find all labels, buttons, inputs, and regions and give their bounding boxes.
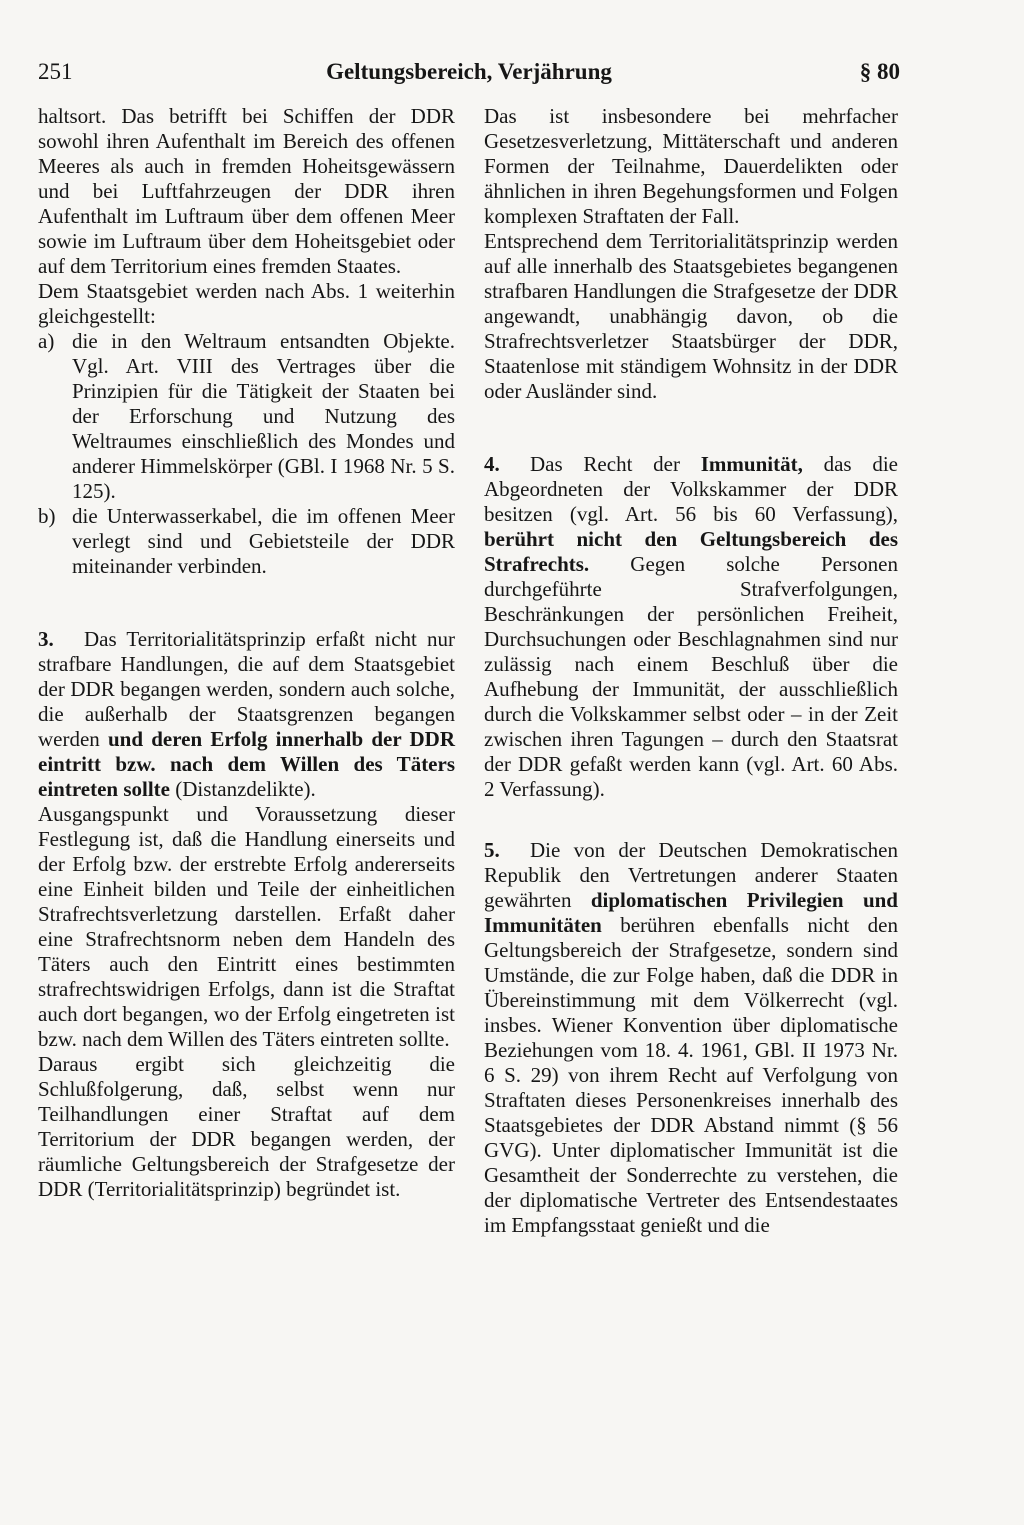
paragraph-text: Das Territorialitätsprinzip erfaßt nicht nur strafbare Handlungen, die auf dem Staatsgebiet der DDR begangen werden, sondern auch solche, die außerhalb der Staatsgrenzen begangen werden <box>38 627 455 751</box>
page-header <box>38 56 900 88</box>
paragraph: Dem Staatsgebiet werden nach Abs. 1 weiterhin gleichgestellt: <box>38 279 455 328</box>
paragraph: Entsprechend dem Territorialitätsprinzip werden auf alle innerhalb des Staatsgebietes begangenen strafbaren Handlungen die Strafgesetze der DDR angewandt, unabhängig davon, ob die Strafrechtsverletzer Staatsbürger der DDR, Staatenlose mit ständigem Wohnsitz in der DDR oder Ausländer sind. <box>484 229 898 403</box>
paragraph-text: (Distanzdelikte). <box>170 777 316 801</box>
list-item-a <box>38 329 455 504</box>
running-title: Geltungsbereich, Verjährung <box>326 59 612 84</box>
paragraph: Ausgangspunkt und Voraussetzung dieser Festlegung ist, daß die Handlung einerseits und der Erfolg bzw. der erstrebte Erfolg andererseits eine Einheit bilden und Teile der einheitlichen Strafrechtsverletzung darstellen. Erfaßt daher eine Strafrechtsnorm neben dem Handeln des Täters auch den Eintritt eines bestimmten strafrechtswidrigen Erfolgs, dann ist die Straftat auch dort begangen, wo der Erfolg eingetreten ist bzw. nach dem Willen des Täters eintreten sollte. <box>38 802 455 1051</box>
list-marker: a) <box>38 329 55 353</box>
paragraph-text: berühren ebenfalls nicht den Geltungsbereich der Strafgesetze, sondern sind Umstände, die zur Folge haben, daß die DDR in Übereinstimmung mit dem Völkerrecht (vgl. insbes. Wiener Konvention über diplomatische Beziehungen vom 18. 4. 1961, GBl. II 1973 Nr. 6 S. 29) von ihrem Recht auf Verfolgung von Straftaten dieses Personenkreises innerhalb des Staatsgebietes der DDR Abstand nimmt (§ 56 GVG). Unter diplomatischer Immunität ist die Gesamtheit der Sonderrechte zu verstehen, die der diplomatische Vertreter des Entsendestaates im Empfangsstaat genießt und die <box>484 913 898 1237</box>
paragraph-text: das die Abgeordneten der Volkskammer der DDR besitzen (vgl. Art. 56 bis 60 Verfassung), <box>484 452 898 526</box>
paragraph-text: Die von der Deutschen Demokratischen Republik den Vertretungen anderer Staaten gewährten <box>484 838 898 912</box>
emphasis: Immunität, <box>700 452 803 476</box>
section-5-paragraph <box>484 838 898 1238</box>
list-marker: b) <box>38 504 56 528</box>
emphasis: und deren Erfolg innerhalb der DDR eintritt bzw. nach dem Willen des Täters eintreten sollte <box>38 727 455 801</box>
list-item-text: die in den Weltraum entsandten Objekte. Vgl. Art. VIII des Vertrages über die Prinzipien für die Tätigkeit der Staaten bei der Erforschung und Nutzung des Weltraumes einschließlich des Mondes und anderer Himmelskörper (GBl. I 1968 Nr. 5 S. 125). <box>72 329 455 503</box>
paragraph: Das ist insbesondere bei mehrfacher Gesetzesverletzung, Mittäterschaft und anderen Formen der Teilnahme, Dauerdelikten oder ähnlichen in ihren Begehungsformen und Folgen komplexen Straftaten der Fall. <box>484 104 898 228</box>
emphasis: berührt nicht den Geltungsbereich des Strafrechts. <box>484 527 898 576</box>
section-4-paragraph <box>484 452 898 802</box>
paragraph-text: Gegen solche Personen durchgeführte Strafverfolgungen, Beschränkungen der persönlichen Freiheit, Durchsuchungen oder Beschlagnahmen sind nur zulässig nach einem Beschluß über die Aufhebung der Immunität, der ausschließlich durch die Volkskammer selbst oder – in der Zeit zwischen ihren Tagungen – durch den Staatsrat der DDR gefaßt werden kann (vgl. Art. 60 Abs. 2 Verfassung). <box>484 552 898 801</box>
list-item-b <box>38 504 455 579</box>
emphasis: diplomatischen Privilegien und Immunitäten <box>484 888 898 937</box>
page-number: 251 <box>38 59 73 84</box>
enumerated-list <box>38 329 455 579</box>
paragraph: Daraus ergibt sich gleichzeitig die Schlußfolgerung, daß, selbst wenn nur Teilhandlungen einer Straftat auf dem Territorium der DDR begangen werden, der räumliche Geltungsbereich der Strafgesetze der DDR (Territorialitätsprinzip) begründet ist. <box>38 1052 455 1201</box>
section-reference: § 80 <box>859 59 900 84</box>
right-column <box>484 104 898 1238</box>
section-3-paragraph <box>38 627 455 802</box>
list-item-text: die Unterwasserkabel, die im offenen Meer verlegt sind und Gebietsteile der DDR miteinander verbinden. <box>72 504 455 578</box>
left-column <box>38 104 455 1202</box>
section-number: 5. <box>484 838 500 862</box>
paragraph-text: Das Recht der <box>530 452 701 476</box>
section-number: 4. <box>484 452 500 476</box>
section-number: 3. <box>38 627 54 651</box>
paragraph: haltsort. Das betrifft bei Schiffen der DDR sowohl ihren Aufenthalt im Bereich des offenen Meeres als auch in fremden Hoheitsgewässern und bei Luftfahrzeugen der DDR ihren Aufenthalt im Luftraum über dem offenen Meer sowie im Luftraum über dem Hoheitsgebiet oder auf dem Territorium eines fremden Staates. <box>38 104 455 278</box>
